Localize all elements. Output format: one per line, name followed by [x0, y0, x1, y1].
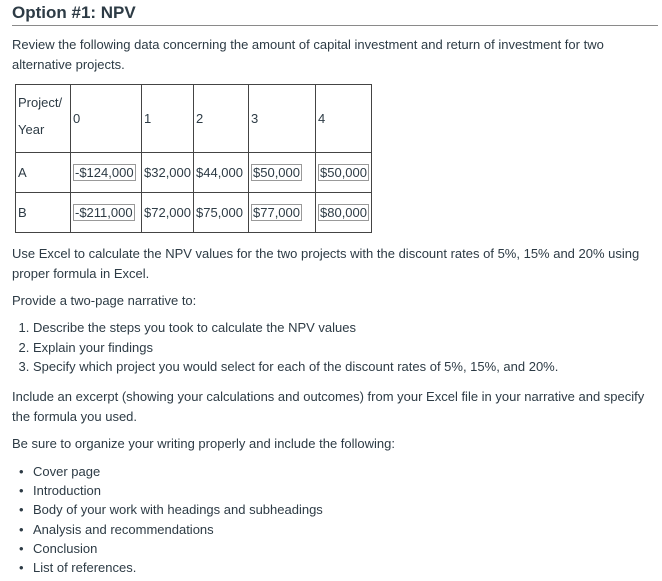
table-row: [16, 153, 372, 193]
list-item: • Body of your work with headings and subheadings: [33, 500, 323, 519]
header-year-cell: [249, 85, 316, 153]
cash-flow-value: $50,000: [253, 165, 300, 180]
project-data-table: [15, 84, 372, 233]
list-item: 3. Specify which project you would select for each of the discount rates of 5%, 15%, and 20%.: [33, 357, 558, 377]
excel-instruction: Use Excel to calculate the NPV values for the two projects with the discount rates of 5%, 15% and 20% using proper formula in Excel.: [12, 246, 640, 281]
value-cell: [71, 193, 142, 233]
list-item: • Introduction: [33, 481, 323, 500]
narrative-steps-list: [12, 318, 558, 377]
page-title: Option #1: NPV: [12, 3, 136, 22]
project-cell: [16, 153, 71, 193]
excerpt-instruction: Include an excerpt (showing your calculations and outcomes) from your Excel file in your narrative and specify the formula you used.: [12, 389, 645, 424]
cash-flow-value: $50,000: [320, 165, 367, 180]
cash-flow-value: -$211,000: [75, 205, 133, 220]
list-item: • List of references.: [33, 558, 323, 577]
value-cell: [194, 193, 249, 233]
project-cell: [16, 193, 71, 233]
cash-flow-value: $72,000: [144, 205, 191, 220]
year-label: 4: [318, 111, 326, 126]
value-cell: [71, 153, 142, 193]
value-cell: [316, 153, 372, 193]
title-divider: [12, 25, 658, 26]
list-item: • Analysis and recommendations: [33, 520, 323, 539]
table-row: [16, 193, 372, 233]
cash-flow-value: $80,000: [320, 205, 367, 220]
value-cell: [249, 193, 316, 233]
list-item: • Cover page: [33, 462, 323, 481]
list-item: • Conclusion: [33, 539, 323, 558]
organize-instruction: Be sure to organize your writing properly and include the following:: [12, 436, 395, 451]
table-header-row: [16, 85, 372, 153]
list-item: 1. Describe the steps you took to calculate the NPV values: [33, 318, 558, 338]
cash-flow-value: -$124,000: [75, 165, 134, 180]
cash-flow-value: $32,000: [144, 165, 191, 180]
cash-flow-value: $44,000: [196, 165, 243, 180]
year-label: 2: [196, 111, 204, 126]
header-label-year: Year: [18, 121, 45, 137]
value-cell: [249, 153, 316, 193]
intro-paragraph: Review the following data concerning the amount of capital investment and return of investment for two alternative projects.: [12, 37, 604, 72]
header-year-cell: [142, 85, 194, 153]
year-label: 0: [73, 111, 81, 126]
list-item: 2. Explain your findings: [33, 338, 558, 358]
header-year-cell: [71, 85, 142, 153]
project-label: A: [18, 165, 27, 180]
year-label: 3: [251, 111, 259, 126]
header-year-cell: [194, 85, 249, 153]
header-year-cell: [316, 85, 372, 153]
cash-flow-value: $77,000: [253, 205, 300, 220]
value-cell: [194, 153, 249, 193]
year-label: 1: [144, 111, 152, 126]
header-project-year-cell: [16, 85, 71, 153]
project-label: B: [18, 205, 27, 220]
requirements-list: [12, 462, 323, 577]
narrative-intro: Provide a two-page narrative to:: [12, 293, 197, 308]
cash-flow-value: $75,000: [196, 205, 243, 220]
value-cell: [142, 193, 194, 233]
value-cell: [142, 153, 194, 193]
header-label-project: Project/: [18, 94, 63, 110]
value-cell: [316, 193, 372, 233]
